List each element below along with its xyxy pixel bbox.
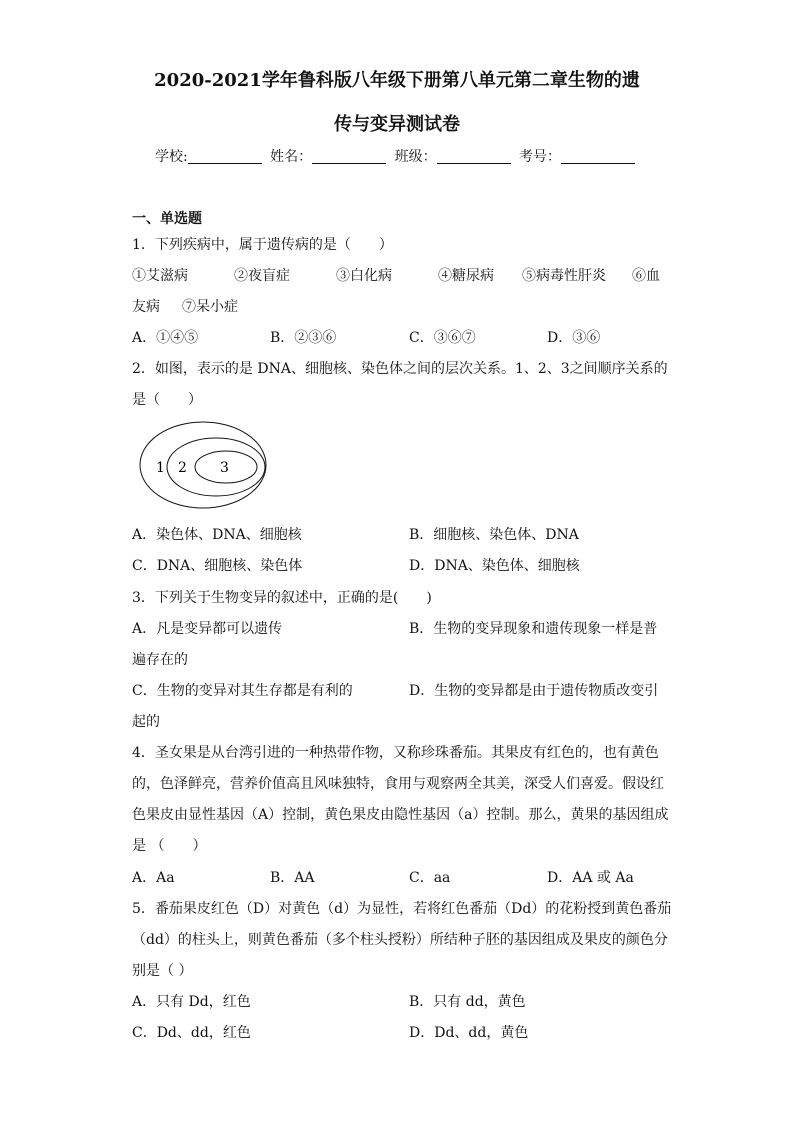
q3-option-b-cont: 遍存在的 <box>132 652 188 668</box>
label-1: 1 <box>156 460 165 476</box>
q1-option-d: D．③⑥ <box>547 330 601 346</box>
number-label: 考号： <box>519 149 562 165</box>
q4-stem-line: 色果皮由显性基因（A）控制，黄色果皮由隐性基因（a）控制。那么，黄果的基因组成 <box>132 807 669 823</box>
q3-option-d: D．生物的变异都是由于遗传物质改变引 <box>409 683 659 699</box>
class-blank <box>437 149 511 164</box>
q1-item: ②夜盲症 <box>234 268 290 284</box>
label-3: 3 <box>220 460 229 476</box>
q1-stem: 1．下列疾病中，属于遗传病的是（ ） <box>132 237 393 253</box>
page-title-line2: 传与变异测试卷 <box>334 114 460 135</box>
q1-item: ⑦呆小症 <box>182 299 238 315</box>
q4-option-b: B．AA <box>270 870 315 886</box>
q1-item: ③白化病 <box>336 268 392 284</box>
q5-stem-line: 别是（ ） <box>132 963 193 979</box>
number-blank <box>561 149 635 164</box>
q3-option-c: C．生物的变异对其生存都是有利的 <box>132 683 353 699</box>
q2-option-a: A．染色体、DNA、细胞核 <box>132 527 302 543</box>
q1-item: 友病 <box>132 299 160 315</box>
q1-item: ①艾滋病 <box>132 268 188 284</box>
q5-option-d: D．Dd、dd，黄色 <box>409 1025 529 1041</box>
section-title: 一、单选题 <box>132 211 202 227</box>
q2-option-b: B．细胞核、染色体、DNA <box>409 527 579 543</box>
q5-option-c: C．Dd、dd，红色 <box>132 1025 251 1041</box>
page-title-line1: 2020-2021学年鲁科版八年级下册第八单元第二章生物的遗 <box>154 70 640 91</box>
q4-stem-line: 4．圣女果是从台湾引进的一种热带作物，又称珍珠番茄。其果皮有红色的，也有黄色 <box>132 745 659 761</box>
student-info-row <box>0 146 794 166</box>
q5-option-a: A．只有 Dd，红色 <box>132 994 251 1010</box>
q4-option-a: A．Aa <box>132 870 175 886</box>
q3-option-d-cont: 起的 <box>132 714 160 730</box>
school-blank <box>188 149 262 164</box>
q5-stem-line: （dd）的柱头上，则黄色番茄（多个柱头授粉）所结种子胚的基因组成及果皮的颜色分 <box>132 932 668 948</box>
q1-item: ④糖尿病 <box>438 268 494 284</box>
q2-option-d: D．DNA、染色体、细胞核 <box>409 558 580 574</box>
q4-stem-line: 的，色泽鲜亮，营养价值高且风味独特，食用与观察两全其美，深受人们喜爱。假设红 <box>132 776 664 792</box>
q1-option-b: B．②③⑥ <box>270 330 337 346</box>
q2-option-c: C．DNA、细胞核、染色体 <box>132 558 303 574</box>
q2-stem-line1: 2．如图，表示的是 DNA、细胞核、染色体之间的层次关系。1、2、3之间顺序关系的 <box>132 361 668 377</box>
q4-option-d: D．AA 或 Aa <box>547 870 634 886</box>
q3-stem: 3．下列关于生物变异的叙述中，正确的是( ) <box>132 590 432 606</box>
q5-stem-line: 5．番茄果皮红色（D）对黄色（d）为显性，若将红色番茄（Dd）的花粉授到黄色番茄 <box>132 901 672 917</box>
q5-option-b: B．只有 dd，黄色 <box>409 994 526 1010</box>
name-label: 姓名： <box>270 149 313 165</box>
name-blank <box>312 149 386 164</box>
school-label: 学校: <box>154 149 188 165</box>
nested-circles-diagram <box>138 420 268 510</box>
q3-option-b: B．生物的变异现象和遗传现象一样是普 <box>409 621 658 637</box>
q1-item: ⑥血 <box>632 268 660 284</box>
q1-item: ⑤病毒性肝炎 <box>522 268 606 284</box>
q1-option-c: C．③⑥⑦ <box>409 330 476 346</box>
q1-option-a: A．①④⑤ <box>132 330 199 346</box>
q4-stem-line: 是 （ ） <box>132 838 207 854</box>
q2-stem-line2: 是（ ） <box>132 392 202 408</box>
q4-option-c: C．aa <box>409 870 451 886</box>
label-2: 2 <box>178 460 187 476</box>
q3-option-a: A．凡是变异都可以遗传 <box>132 621 283 637</box>
class-label: 班级： <box>394 149 437 165</box>
